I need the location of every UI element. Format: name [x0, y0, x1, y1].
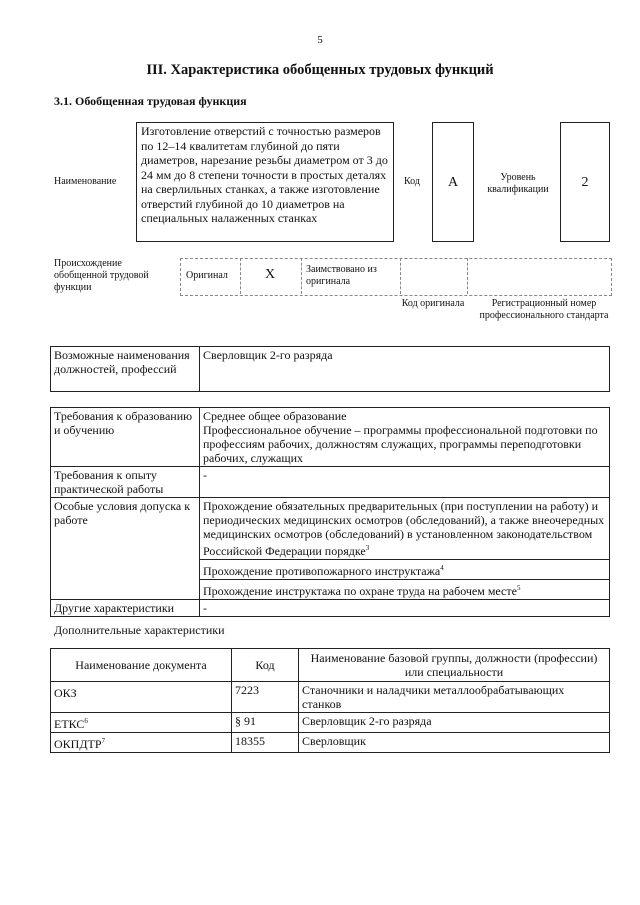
special-item-2-text: Прохождение противопожарного инструктажа — [203, 564, 441, 578]
special-item-1-text: Прохождение обязательных предварительных (при поступлении на работу) и периодических медицинских осмотров (обследований), а также внеочередных медицинских осмотров (обследований) в установленном законодательством Российской Федерации порядке — [203, 499, 605, 558]
other-label: Другие характеристики — [51, 600, 200, 617]
row-code: 18355 — [232, 733, 299, 753]
original-label: Оригинал — [186, 270, 228, 281]
section-title: III. Характеристика обобщенных трудовых функций — [146, 62, 494, 78]
education-value — [200, 408, 610, 467]
special-item-2 — [200, 559, 609, 579]
special-item-2-sup: 4 — [440, 564, 444, 572]
level-label: Уровень квалификации — [487, 172, 549, 195]
experience-label: Требования к опыту практической работы — [51, 467, 200, 498]
education-line-1: Среднее общее образование — [203, 409, 347, 423]
header-code: Код — [232, 649, 299, 682]
special-label: Особые условия допуска к работе — [51, 498, 200, 600]
table-row — [51, 733, 610, 753]
positions-label: Возможные наименования должностей, профессий — [51, 347, 200, 392]
row-code: § 91 — [232, 713, 299, 733]
table-row — [51, 713, 610, 733]
origin-label: Происхождение обобщенной трудовой функции — [54, 258, 149, 293]
row-doc-sup: 6 — [84, 717, 88, 725]
other-value: - — [200, 600, 610, 617]
special-item-3-text: Прохождение инструктажа по охране труда на рабочем месте — [203, 584, 517, 598]
additional-table — [50, 648, 610, 753]
name-label: Наименование — [54, 176, 117, 187]
origin-code-cell — [400, 258, 468, 294]
subsection-title: 3.1. Обобщенная трудовая функция — [54, 94, 247, 108]
special-item-1 — [200, 498, 609, 559]
positions-table — [50, 346, 610, 392]
special-value — [200, 498, 610, 600]
row-doc — [51, 713, 232, 733]
level-value-box: 2 — [560, 122, 610, 242]
code-original-caption: Код оригинала — [401, 298, 465, 309]
original-mark: X — [264, 267, 276, 282]
function-name-box: Изготовление отверстий с точностью размеров по 12–14 квалитетам глубиной до пяти диаметров, нарезание резьбы диаметром от 3 до 24 мм до 8 степени точности в простых деталях на сверлильных станках, а также изготовление отверстий глубиной до 10 диаметров на специальных налаженных станках — [136, 122, 394, 242]
header-doc: Наименование документа — [51, 649, 232, 682]
row-name: Сверловщик 2-го разряда — [299, 713, 610, 733]
header-group: Наименование базовой группы, должности (профессии) или специальности — [299, 649, 610, 682]
special-item-3 — [200, 579, 609, 599]
experience-value: - — [200, 467, 610, 498]
reg-number-caption: Регистрационный номер профессионального стандарта — [479, 298, 609, 321]
row-doc-text: ОКПДТР — [54, 737, 102, 751]
special-item-1-sup: 3 — [365, 544, 370, 552]
row-name: Станочники и наладчики металлообрабатывающих станков — [299, 682, 610, 713]
education-label: Требования к образованию и обучению — [51, 408, 200, 467]
code-label: Код — [404, 176, 420, 187]
additional-title: Дополнительные характеристики — [54, 623, 225, 637]
requirements-table — [50, 407, 610, 617]
row-code: 7223 — [232, 682, 299, 713]
row-doc-sup: 7 — [101, 737, 106, 745]
code-value-box: A — [432, 122, 474, 242]
borrowed-label: Заимствовано из оригинала — [306, 264, 377, 287]
row-name: Сверловщик — [299, 733, 610, 753]
row-doc-text: ОКЗ — [54, 686, 77, 700]
special-item-3-sup: 5 — [516, 584, 521, 592]
row-doc-text: ЕТКС — [54, 717, 85, 731]
positions-value: Сверловщик 2-го разряда — [200, 347, 610, 392]
table-row — [51, 682, 610, 713]
row-doc — [51, 733, 232, 753]
education-line-2: Профессиональное обучение – программы профессиональной подготовки по профессиям рабочих, должностям служащих, программы переподготовки рабочих, служащих — [203, 423, 598, 465]
row-doc — [51, 682, 232, 713]
page-number: 5 — [317, 34, 323, 46]
